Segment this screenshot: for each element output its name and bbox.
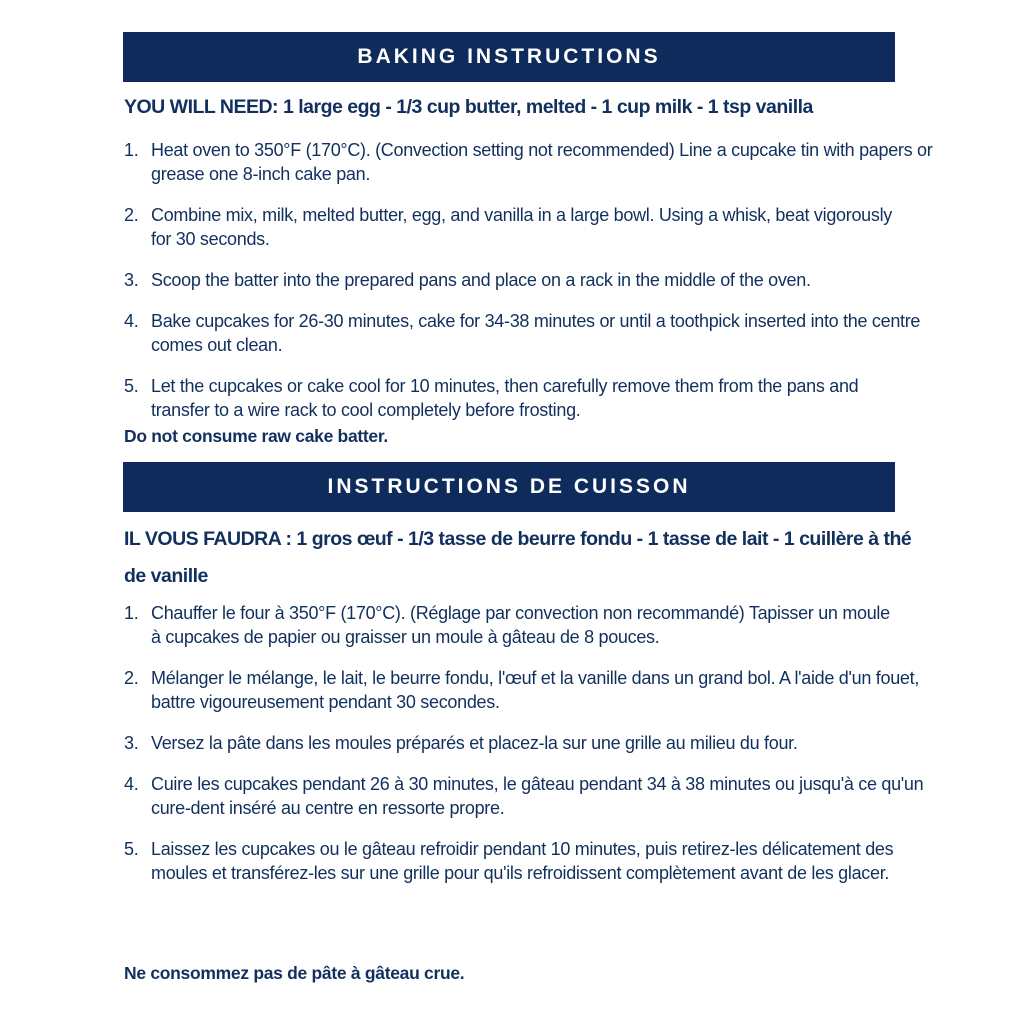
french-step-3: 3. Versez la pâte dans les moules préparés et placez-la sur une grille au milieu du four.	[124, 733, 798, 753]
english-warning: Do not consume raw cake batter.	[124, 426, 388, 446]
french-step-4: 4. Cuire les cupcakes pendant 26 à 30 minutes, le gâteau pendant 34 à 38 minutes ou jusqu'à ce qu'un cure-dent inséré au centre en ressorte propre.	[124, 774, 924, 818]
english-step-5: 5. Let the cupcakes or cake cool for 10 minutes, then carefully remove them from the pans and transfer to a wire rack to cool completely before frosting.	[124, 376, 859, 420]
english-step-4: 4. Bake cupcakes for 26-30 minutes, cake for 34-38 minutes or until a toothpick inserted into the centre comes out clean.	[124, 311, 921, 355]
english-title: BAKING INSTRUCTIONS	[357, 45, 661, 68]
french-title: INSTRUCTIONS DE CUISSON	[327, 475, 691, 498]
french-step-2: 2. Mélanger le mélange, le lait, le beurre fondu, l'œuf et la vanille dans un grand bol. A l'aide d'un fouet, battre vigoureusement pendant 30 secondes.	[124, 668, 920, 712]
english-step-3: 3. Scoop the batter into the prepared pans and place on a rack in the middle of the oven.	[124, 270, 811, 290]
english-step-2: 2. Combine mix, milk, melted butter, egg, and vanilla in a large bowl. Using a whisk, beat vigorously for 30 seconds.	[124, 205, 892, 249]
english-title-banner	[123, 32, 895, 82]
french-warning: Ne consommez pas de pâte à gâteau crue.	[124, 963, 465, 983]
french-you-will-need: IL VOUS FAUDRA : 1 gros œuf - 1/3 tasse de beurre fondu - 1 tasse de lait - 1 cuillère à thé de vanille	[124, 528, 912, 587]
french-steps-list	[124, 601, 924, 885]
french-title-banner	[123, 462, 895, 512]
english-you-will-need: YOU WILL NEED: 1 large egg - 1/3 cup butter, melted - 1 cup milk - 1 tsp vanilla	[124, 96, 813, 118]
french-step-1: 1. Chauffer le four à 350°F (170°C). (Réglage par convection non recommandé) Tapisser un moule à cupcakes de papier ou graisser un moule à gâteau de 8 pouces.	[124, 603, 890, 647]
english-step-1: 1. Heat oven to 350°F (170°C). (Convection setting not recommended) Line a cupcake tin with papers or grease one 8-inch cake pan.	[124, 140, 933, 184]
french-step-5: 5. Laissez les cupcakes ou le gâteau refroidir pendant 10 minutes, puis retirez-les délicatement des moules et transférez-les sur une grille pour qu'ils refroidissent complètement avant de les glacer.	[124, 839, 894, 883]
english-steps-list	[124, 138, 933, 422]
